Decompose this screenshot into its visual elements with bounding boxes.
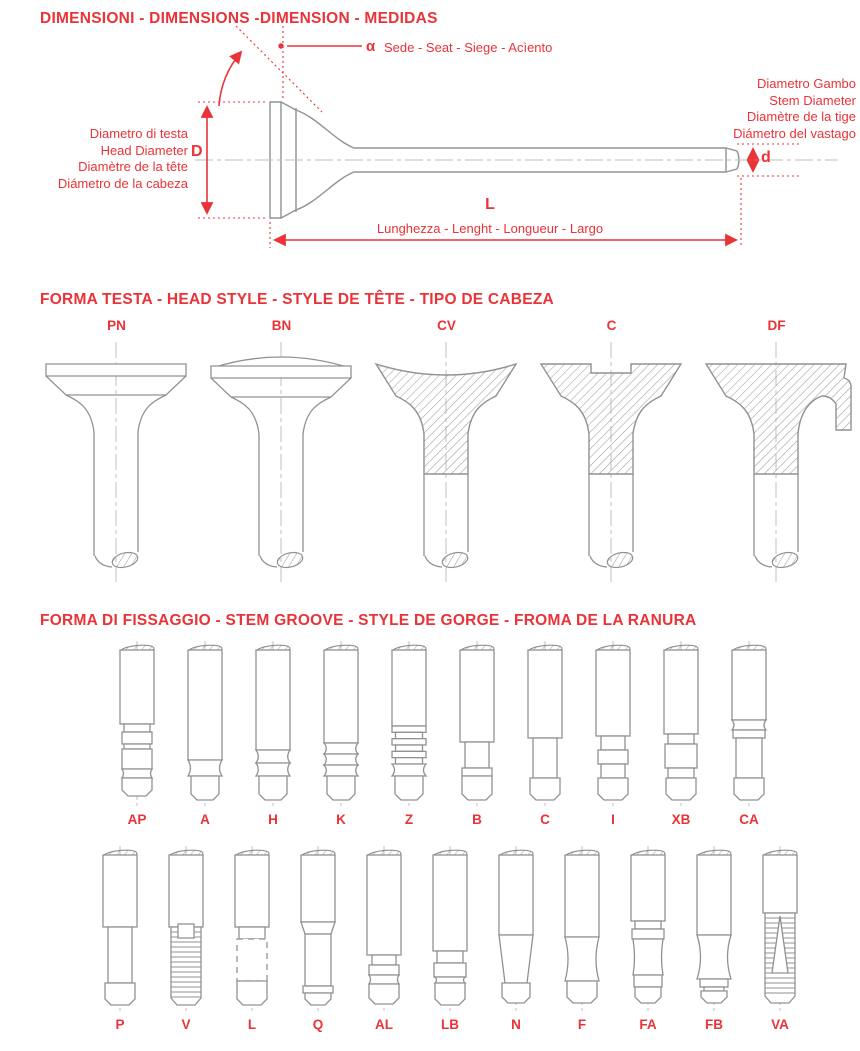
stem-diameter-symbol: d (761, 149, 771, 166)
stem-groove-row-2 (87, 845, 813, 1032)
stem-groove-z (375, 640, 443, 827)
stem-groove-drawing (721, 640, 777, 810)
stem-groove-drawing (488, 845, 544, 1015)
stem-groove-ca (715, 640, 783, 827)
stem-groove-code-label: C (540, 812, 550, 827)
stem-groove-ap (103, 640, 171, 827)
head-style-row (34, 318, 859, 590)
length-label: Lunghezza - Lenght - Longueur - Largo (376, 221, 604, 236)
stem-diameter-label: Diametro Gambo Stem Diameter Diamètre de la tige Diámetro del vastago (733, 76, 856, 141)
stem-groove-fb (681, 845, 747, 1032)
stem-groove-code-label: FA (639, 1017, 657, 1032)
stem-groove-code-label: CA (739, 812, 759, 827)
stem-groove-drawing (517, 640, 573, 810)
stem-groove-code-label: F (577, 1017, 587, 1032)
stem-groove-drawing (177, 640, 233, 810)
stem-groove-code-label: A (200, 812, 210, 827)
head-style-code-label: DF (767, 318, 786, 333)
stem-groove-drawing (313, 640, 369, 810)
stem-groove-n (483, 845, 549, 1032)
dimensions-heading: DIMENSIONI - DIMENSIONS -DIMENSION - MEDIDAS (40, 10, 438, 27)
stem-groove-i (579, 640, 647, 827)
stem-groove-code-label: V (181, 1017, 191, 1032)
head-style-drawing (694, 340, 859, 590)
stem-groove-fa (615, 845, 681, 1032)
stem-groove-va (747, 845, 813, 1032)
stem-groove-row-1 (103, 640, 783, 827)
head-style-drawing (199, 340, 364, 590)
stem-groove-xb (647, 640, 715, 827)
head-style-cv (364, 318, 529, 590)
stem-groove-drawing (554, 845, 610, 1015)
stem-groove-code-label: L (247, 1017, 257, 1032)
stem-groove-code-label: FB (705, 1017, 723, 1032)
stem-groove-l (219, 845, 285, 1032)
head-style-drawing (529, 340, 694, 590)
stem-groove-f (549, 845, 615, 1032)
head-style-code-label: CV (437, 318, 456, 333)
head-style-bn (199, 318, 364, 590)
stem-groove-drawing (752, 845, 808, 1015)
stem-groove-a (171, 640, 239, 827)
stem-groove-drawing (449, 640, 505, 810)
stem-groove-code-label: N (511, 1017, 521, 1032)
seat-label: Sede - Seat - Siege - Acìento (384, 40, 553, 55)
head-style-df (694, 318, 859, 590)
head-diameter-label: Diametro di testa Head Diameter Diamètre de la tête Diámetro de la cabeza (57, 126, 188, 191)
stem-groove-lb (417, 845, 483, 1032)
head-style-code-label: C (606, 318, 617, 333)
stem-groove-h (239, 640, 307, 827)
stem-groove-code-label: B (472, 812, 482, 827)
alpha-angle-arrow (219, 52, 241, 106)
alpha-symbol: α (366, 38, 376, 55)
head-style-c (529, 318, 694, 590)
head-style-drawing (364, 340, 529, 590)
stem-groove-drawing (356, 845, 412, 1015)
head-style-drawing (34, 340, 199, 590)
stem-groove-heading: FORMA DI FISSAGGIO - STEM GROOVE - STYLE DE GORGE - FROMA DE LA RANURA (40, 612, 697, 629)
stem-groove-c (511, 640, 579, 827)
stem-groove-code-label: Z (404, 812, 414, 827)
stem-groove-code-label: VA (771, 1017, 789, 1032)
stem-groove-drawing (109, 640, 165, 810)
stem-groove-code-label: Q (312, 1017, 324, 1032)
alpha-dot (278, 43, 283, 48)
stem-groove-drawing (381, 640, 437, 810)
head-style-code-label: PN (107, 318, 126, 333)
stem-groove-code-label: AP (127, 812, 147, 827)
stem-groove-drawing (422, 845, 478, 1015)
stem-groove-q (285, 845, 351, 1032)
length-symbol: L (485, 196, 495, 213)
stem-groove-drawing (224, 845, 280, 1015)
stem-groove-code-label: P (115, 1017, 125, 1032)
stem-groove-code-label: K (336, 812, 346, 827)
head-style-heading: FORMA TESTA - HEAD STYLE - STYLE DE TÊTE - TIPO DE CABEZA (40, 291, 554, 308)
stem-groove-drawing (686, 845, 742, 1015)
stem-groove-code-label: LB (441, 1017, 459, 1032)
head-style-code-label: BN (271, 318, 292, 333)
stem-groove-drawing (158, 845, 214, 1015)
stem-groove-code-label: H (268, 812, 278, 827)
stem-groove-drawing (92, 845, 148, 1015)
head-style-pn (34, 318, 199, 590)
stem-groove-code-label: AL (375, 1017, 393, 1032)
stem-groove-k (307, 640, 375, 827)
stem-groove-drawing (585, 640, 641, 810)
stem-groove-drawing (653, 640, 709, 810)
stem-groove-code-label: XB (671, 812, 691, 827)
stem-groove-v (153, 845, 219, 1032)
stem-groove-p (87, 845, 153, 1032)
stem-groove-code-label: I (611, 812, 615, 827)
stem-groove-al (351, 845, 417, 1032)
stem-groove-drawing (290, 845, 346, 1015)
stem-groove-drawing (620, 845, 676, 1015)
stem-groove-drawing (245, 640, 301, 810)
stem-groove-b (443, 640, 511, 827)
head-diameter-symbol: D (191, 143, 203, 160)
